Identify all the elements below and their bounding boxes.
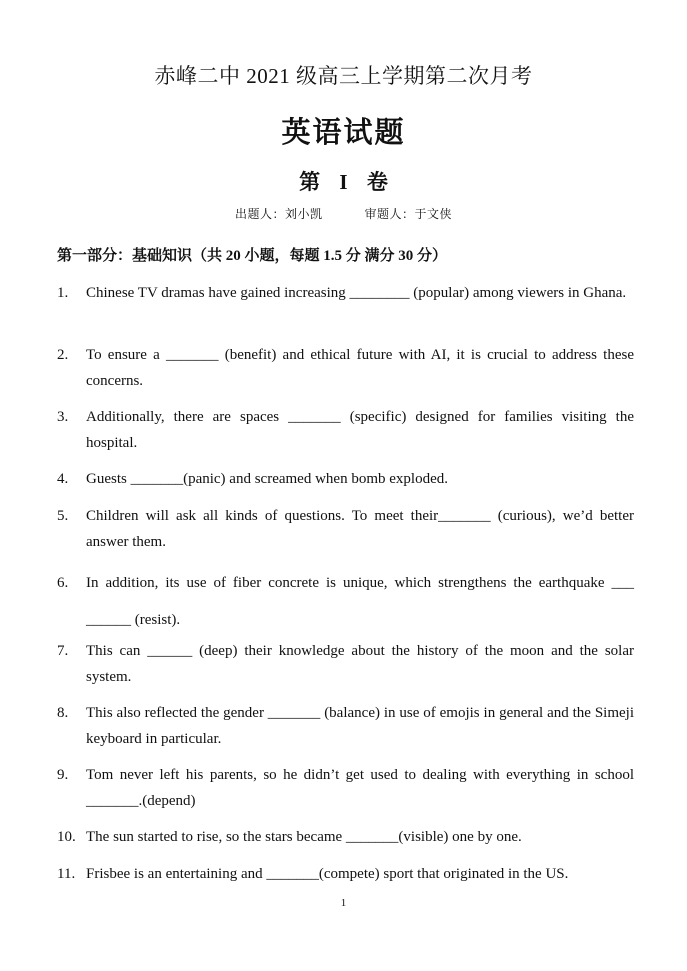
question-item [57, 861, 634, 887]
setter-name: 出题人：刘小凯 [234, 207, 323, 221]
subject-title: 英语试题 [281, 117, 406, 149]
page-number: 1 [340, 897, 347, 909]
question-number: 9. [57, 767, 69, 783]
question-number: 1. [57, 285, 69, 301]
question-text: To ensure a _______ (benefit) and ethical future with AI, it is crucial to address these concerns. [86, 347, 634, 389]
question-item [57, 466, 634, 492]
volume-title: 第 I 卷 [299, 170, 388, 194]
question-item [57, 342, 634, 394]
reviewer-name: 审题人：于文侠 [364, 207, 453, 221]
question-item [57, 404, 634, 456]
question-item [57, 638, 634, 690]
question-item [57, 565, 634, 639]
question-number: 2. [57, 347, 69, 363]
question-number: 6. [57, 575, 69, 591]
question-text: Children will ask all kinds of questions. To meet their_______ (curious), we’d better answer them. [86, 508, 634, 550]
question-text: The sun started to rise, so the stars became _______(visible) one by one. [86, 829, 522, 845]
question-text: This also reflected the gender _______ (balance) in use of emojis in general and the Simeji keyboard in particular. [86, 705, 634, 747]
question-number: 7. [57, 643, 69, 659]
question-number: 4. [57, 471, 69, 487]
question-text: In addition, its use of fiber concrete is unique, which strengthens the earthquake ___ ______ (resist). [86, 575, 634, 628]
question-text: Tom never left his parents, so he didn’t get used to dealing with everything in school _______.(depend) [86, 767, 634, 809]
question-number: 5. [57, 508, 69, 524]
question-item [57, 503, 634, 555]
question-item [57, 700, 634, 752]
question-text: Frisbee is an entertaining and _______(compete) sport that originated in the US. [86, 866, 569, 882]
question-text: Guests _______(panic) and screamed when bomb exploded. [86, 471, 448, 487]
exam-title: 赤峰二中 2021 级高三上学期第二次月考 [154, 64, 533, 88]
author-line [0, 205, 687, 222]
question-item [57, 280, 634, 306]
question-number: 3. [57, 409, 69, 425]
question-number: 8. [57, 705, 69, 721]
question-text: Additionally, there are spaces _______ (specific) designed for families visiting the hospital. [86, 409, 634, 451]
question-text: Chinese TV dramas have gained increasing ________ (popular) among viewers in Ghana. [86, 285, 627, 301]
question-item [57, 824, 634, 850]
question-text: This can ______ (deep) their knowledge about the history of the moon and the solar system. [86, 643, 634, 685]
question-number: 11. [57, 866, 76, 882]
question-number: 10. [57, 829, 76, 845]
question-item [57, 762, 634, 814]
section-heading: 第一部分：基础知识（共 20 小题，每题 1.5 分 满分 30 分） [57, 248, 448, 264]
